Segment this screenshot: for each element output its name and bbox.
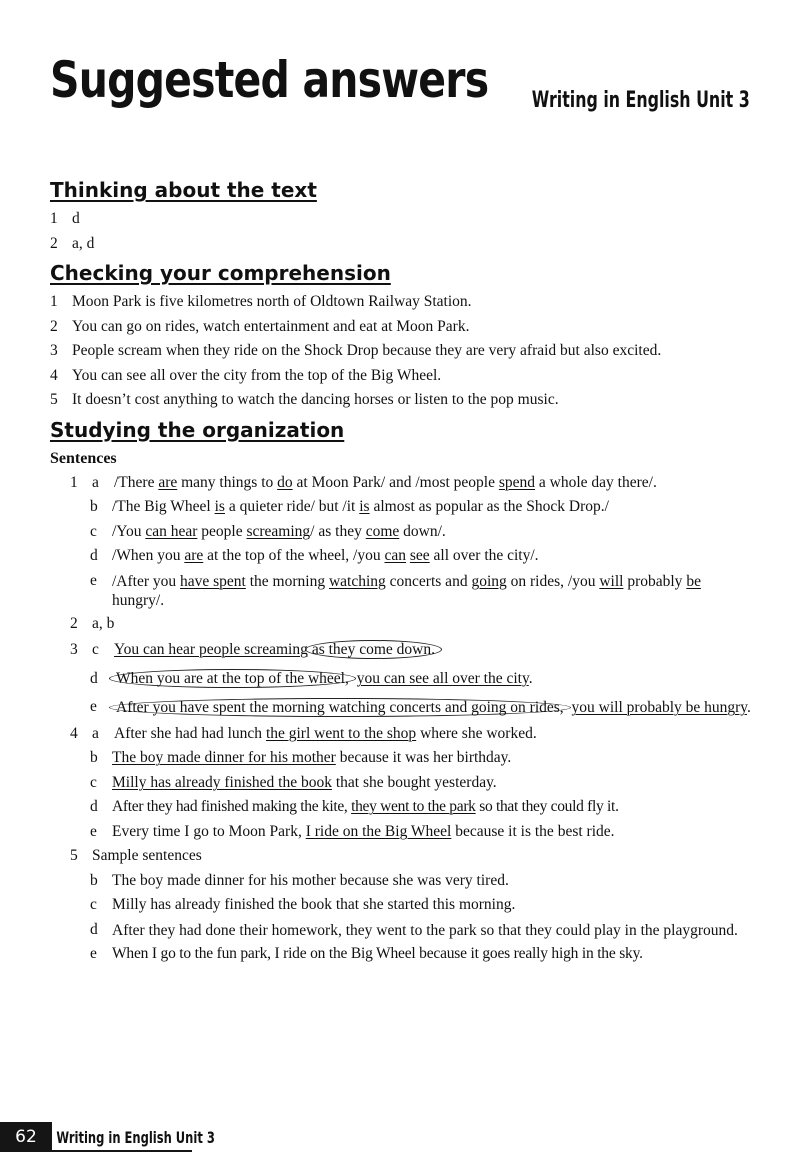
item-text: /You can hear people screaming/ as they come down/. — [112, 522, 446, 540]
sub-item — [50, 471, 755, 496]
item-number: 4 — [70, 724, 78, 742]
item-text: You can go on rides, watch entertainment and eat at Moon Park. — [72, 317, 470, 335]
sub-item — [50, 695, 755, 720]
item-text: Sample sentences — [92, 847, 202, 864]
list-item — [50, 290, 755, 315]
item-letter: b — [90, 498, 98, 515]
list-item — [50, 232, 755, 257]
item-letter: d — [90, 798, 98, 815]
item-text: It doesn’t cost anything to watch the dancing horses or listen to the pop music. — [72, 391, 559, 408]
page-footer — [0, 1122, 278, 1152]
item-text: The boy made dinner for his mother because she was very tired. — [112, 871, 509, 889]
sub-item — [50, 746, 755, 771]
item-text: You can see all over the city from the top of the Big Wheel. — [72, 366, 442, 384]
answers-content — [50, 173, 755, 967]
list-item — [50, 339, 755, 364]
item-letter: e — [90, 698, 97, 715]
item-text: Every time I go to Moon Park, I ride on the Big Wheel because it is the best ride. — [112, 822, 615, 840]
item-text: After they had done their homework, they went to the park so that they could play in the playground. — [112, 921, 738, 939]
item-number: 4 — [50, 366, 58, 384]
sub-item — [50, 638, 755, 663]
item-number: 2 — [70, 614, 78, 632]
section-heading-thinking: Thinking about the text — [50, 178, 317, 202]
item-letter: a — [92, 724, 99, 742]
item-letter: d — [90, 669, 98, 687]
sub-item — [50, 520, 755, 545]
item-text: /There are many things to do at Moon Park/ and /most people spend a whole day there/. — [114, 473, 657, 491]
item-letter: d — [90, 920, 98, 938]
list-item — [50, 207, 755, 232]
item-number: 3 — [50, 342, 58, 359]
subheading-sentences: Sentences — [50, 449, 117, 467]
sub-item — [50, 795, 755, 820]
item-letter: a — [92, 473, 99, 491]
section-heading-studying: Studying the organization — [50, 417, 345, 442]
item-letter: b — [90, 871, 98, 889]
circled-clause: After you have spent the morning watching concerts and going on rides, — [109, 698, 571, 717]
circled-clause: When you are at the top of the wheel, — [109, 669, 356, 688]
sub-item — [50, 869, 755, 894]
item-text: After she had had lunch the girl went to the shop where she worked. — [114, 724, 537, 742]
item-text: /When you are at the top of the wheel, /you can see all over the city/. — [112, 547, 539, 564]
item-text: After you have spent the morning watching concerts and going on rides, you will probably be hungry. — [112, 695, 751, 720]
item-text: a, d — [72, 234, 95, 252]
item-letter: b — [90, 749, 98, 766]
item-text: a, b — [92, 614, 115, 632]
item-text: Milly has already finished the book that she bought yesterday. — [112, 773, 497, 791]
item-text: d — [72, 210, 80, 227]
item-letter: c — [90, 773, 97, 791]
unit-label: Writing in English Unit 3 — [532, 88, 750, 113]
item-number: 3 — [70, 641, 78, 658]
item-number: 2 — [50, 234, 58, 252]
sub-item — [50, 918, 755, 943]
item-text: /After you have spent the morning watching concerts and going on rides, /you will probably be hungry/. — [112, 572, 701, 609]
list-item — [50, 388, 755, 413]
item-number: 2 — [50, 317, 58, 335]
item-text: You can hear people screaming as they come down. — [114, 638, 439, 663]
footer-rule — [52, 1150, 192, 1152]
item-number: 5 — [50, 391, 58, 408]
list-item — [50, 315, 755, 340]
item-number: 5 — [70, 847, 78, 864]
item-text: Moon Park is five kilometres north of Oldtown Railway Station. — [72, 293, 472, 310]
page-title: Suggested answers — [50, 51, 489, 109]
item-text: When you are at the top of the wheel, you can see all over the city. — [112, 667, 533, 692]
item-text: Milly has already finished the book that she started this morning. — [112, 896, 516, 913]
item-letter: e — [90, 822, 97, 840]
list-item — [50, 612, 755, 637]
item-letter: c — [90, 896, 97, 913]
sub-item — [50, 722, 755, 747]
sub-item — [50, 495, 755, 520]
item-letter: c — [92, 641, 99, 658]
section-heading-checking: Checking your comprehension — [50, 261, 391, 285]
list-item — [50, 844, 755, 869]
sub-item — [50, 820, 755, 845]
item-letter: e — [90, 945, 97, 962]
page-number: 62 — [0, 1122, 52, 1152]
footer-unit-label: Writing in English Unit 3 — [56, 1127, 215, 1147]
sub-item — [50, 667, 755, 692]
item-number: 1 — [70, 473, 78, 491]
item-text: /The Big Wheel is a quieter ride/ but /it is almost as popular as the Shock Drop./ — [112, 498, 609, 515]
list-item — [50, 364, 755, 389]
sub-item — [50, 942, 755, 967]
item-letter: c — [90, 522, 97, 540]
circled-clause: as they come down. — [305, 640, 442, 659]
item-letter: e — [90, 571, 97, 589]
sub-item — [50, 771, 755, 796]
item-text: When I go to the fun park, I ride on the Big Wheel because it goes really high in the sky. — [112, 945, 643, 962]
item-text: After they had finished making the kite, they went to the park so that they could fly it. — [112, 798, 619, 815]
item-text: The boy made dinner for his mother because it was her birthday. — [112, 749, 512, 766]
item-number: 1 — [50, 210, 58, 227]
item-letter: d — [90, 547, 98, 564]
item-text: People scream when they ride on the Shock Drop because they are very afraid but also excited. — [72, 342, 662, 359]
sub-item — [50, 544, 755, 569]
sub-item — [50, 893, 755, 918]
sub-item — [50, 569, 755, 612]
item-number: 1 — [50, 293, 58, 310]
